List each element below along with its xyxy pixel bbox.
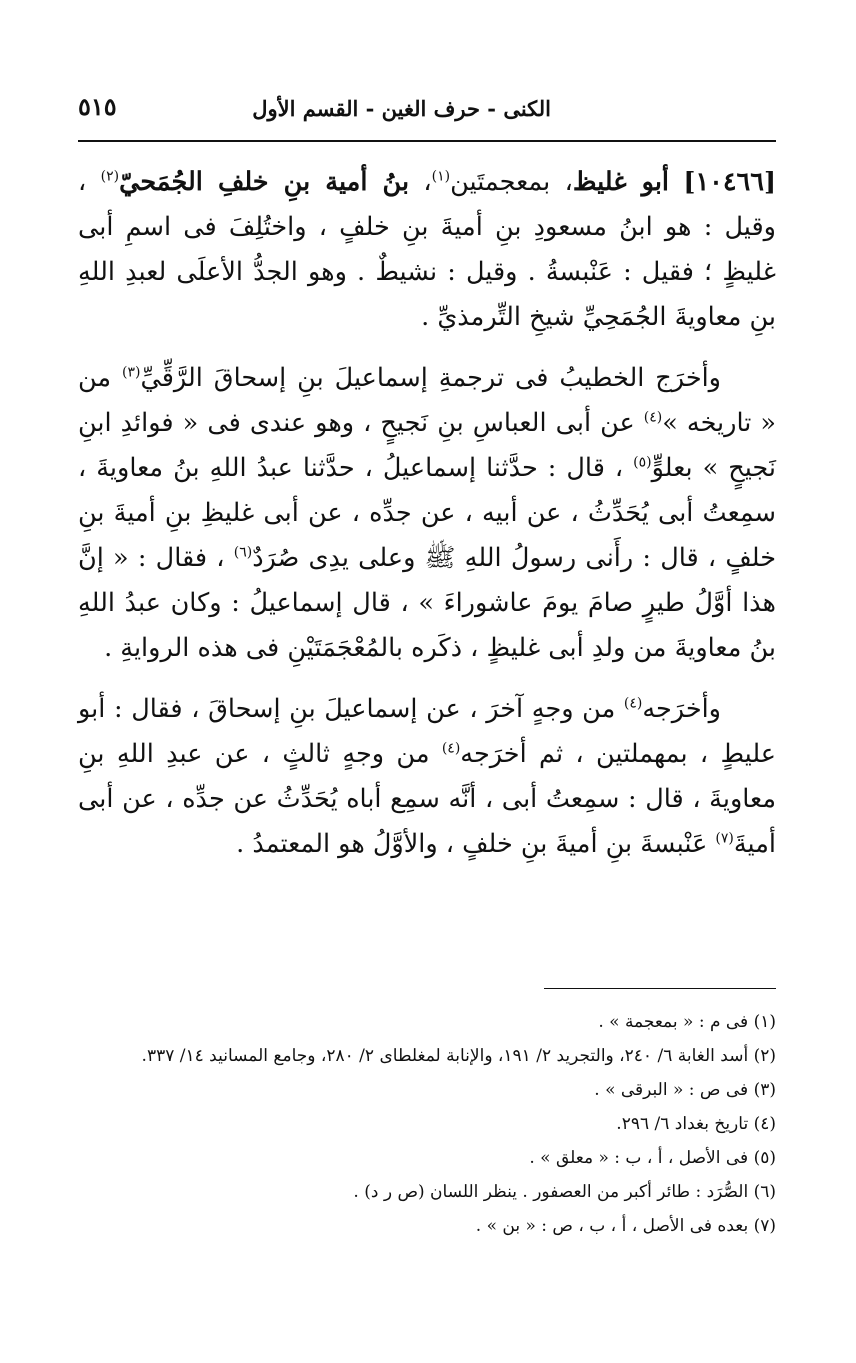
footnote: (٦) الصُّرَد : طائر أكبر من العصفور . ينظر اللسان (ص ر د) . [353,1182,776,1202]
entry-text: ، بمعجمتَين [450,167,573,197]
footnote-ref[interactable]: (٣) [122,364,141,381]
body-paragraph [78,356,776,671]
footnote-rule [544,988,776,989]
entry-paragraph [78,160,776,340]
entry-heading: أبو غليظ [572,167,670,197]
page-header [78,92,776,136]
main-text [78,160,776,867]
footnote-ref[interactable]: (٧) [715,830,734,847]
footnote-ref[interactable]: (٢) [100,168,120,185]
header-rule [78,140,776,142]
paragraph-text: وأخرَج الخطيبُ فى ترجمةِ إسماعيلَ بنِ إسحاقَ الرَّقِّيِّ [140,363,721,393]
paragraph-text: ، فقال : « إنَّ هذا أوَّلُ طيرٍ صامَ يومَ عاشوراءَ » ، قال إسماعيلُ : وكان عبدُ اللهِ بنُ معاويةَ من ولدِ أبى غليظٍ ، ذكَره بالمُعْجَمَتَيْنِ فى هذه الروايةِ . [78,543,776,663]
paragraph-text: عَنْبسةَ بنِ أميةَ بنِ خلفٍ ، والأوَّلُ هو المعتمدُ . [236,829,716,859]
footnote: (٢) أسد الغابة ٦/ ٢٤٠، والتجريد ٢/ ١٩١، والإنابة لمغلطاى ٢/ ٢٨٠، وجامع المسانيد ١٤/ ٣٣٧. [141,1046,776,1066]
footnote: (٧) بعده فى الأصل ، أ ، ب ، ص : « بن » . [475,1216,776,1236]
paragraph-text: من « تاريخه » [78,363,776,438]
footnote: (١) فى م : « بمعجمة » . [598,1012,776,1032]
footnote: (٣) فى ص : « البرقى » . [594,1080,776,1100]
entry-text: ، [409,167,432,197]
footnote-ref[interactable]: (٤) [623,695,643,712]
running-title: الكنى - حرف الغين - القسم الأول [252,96,551,121]
footnote-ref[interactable]: (١) [431,168,451,185]
footnote-ref[interactable]: (٤) [643,409,663,426]
body-paragraph [78,687,776,867]
footnote-ref[interactable]: (٥) [633,454,652,471]
entry-heading-lineage: بنُ أمية بنِ خلفِ الجُمَحيّ [119,167,410,197]
paragraph-text: من وجهٍ ثالثٍ ، عن عبدِ اللهِ بنِ معاويةَ ، قال : سمِعتُ أبى ، أنَّه سمِع أباه يُحَدِّثُ عن جدِّه ، عن أبى أميةَ [78,739,776,859]
paragraph-text: ، قال : حدَّثنا إسماعيلُ ، حدَّثنا عبدُ اللهِ بنُ معاويةَ ، سمِعتُ أبى يُحَدِّثُ ، عن أبيه ، عن جدِّه ، عن أبى غليظِ بنِ أميةَ بنِ خلفٍ ، قال : رأَنى رسولُ اللهِ ﷺ وعلى يدِى صُرَدٌ [78,453,776,573]
entry-text: ، [78,167,101,197]
footnote-ref[interactable]: (٤) [441,740,461,757]
paragraph-text: وأخرَجه [642,694,721,724]
page-number: ٥١٥ [78,92,117,121]
footnote-ref[interactable]: (٦) [233,544,253,561]
paragraph-text: عن أبى العباسِ بنِ نَجيحٍ ، وهو عندى فى « فوائدِ ابنِ نَجيحٍ » بعلوٍّ [78,408,776,483]
entry-number: [١٠٤٦٦] [683,167,777,197]
paragraph-text: من وجهٍ آخرَ ، عن إسماعيلَ بنِ إسحاقَ ، فقال : أبو عليطٍ ، بمهملتين ، ثم أخرَجه [78,694,777,769]
entry-text: وقيل : هو ابنُ مسعودِ بنِ أميةَ بنِ خلفٍ ، واختُلِفَ فى اسمِ أبى غليظٍ ؛ فقيل : عَنْبسةُ . وقيل : نشيطٌ . وهو الجدُّ الأعلَى لعبدِ اللهِ بنِ معاويةَ الجُمَحِيِّ شيخِ التِّرمذيِّ . [78,212,776,332]
footnote: (٤) تاريخ بغداد ٦/ ٢٩٦. [616,1114,776,1134]
footnotes [78,1005,776,1243]
footnote: (٥) فى الأصل ، أ ، ب : « معلق » . [529,1148,776,1168]
